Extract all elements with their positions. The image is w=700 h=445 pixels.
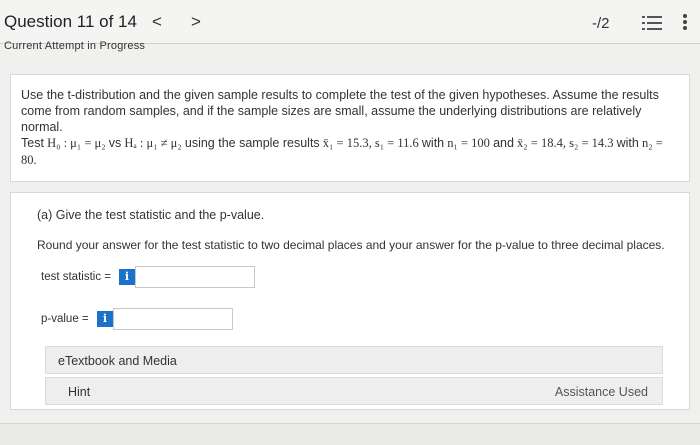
sample-size-1: n₁ = 100 xyxy=(447,136,490,150)
hint-button[interactable]: Hint xyxy=(68,385,91,399)
sample-mean-1: x̄₁ = 15.3 xyxy=(322,136,369,150)
test-prefix: Test xyxy=(21,136,44,150)
rounding-instruction: Round your answer for the test statistic to two decimal places and your answer for the p-value to three decimal places. xyxy=(37,238,665,252)
test-statistic-info-icon[interactable]: i xyxy=(119,269,135,285)
test-statistic-label: test statistic = xyxy=(41,271,111,283)
hypothesis-statement: Test H₀ : μ₁ = μ₂ vs Hₐ : μ₁ ≠ μ₂ using the sample results x̄₁ = 15.3, s₁ = 11.6 with n₁ = 100 and x̄₂ = 18.4, s₂ = 14.3 with n₂ = 80. xyxy=(21,136,663,167)
alternative-hypothesis: Hₐ : μ₁ ≠ μ₂ xyxy=(124,136,182,150)
and-text: and xyxy=(493,136,514,150)
sample-sd-1: s₁ = 11.6 xyxy=(374,136,419,150)
p-value-input[interactable] xyxy=(113,308,233,330)
question-panel xyxy=(10,74,690,182)
question-counter: Question 11 of 14 xyxy=(4,12,137,31)
using-text: using the sample results xyxy=(184,136,320,150)
question-list-icon[interactable] xyxy=(642,15,662,31)
score-display: -/2 xyxy=(592,15,610,32)
test-statistic-input[interactable] xyxy=(135,266,255,288)
next-question-button[interactable]: > xyxy=(191,12,201,31)
attempt-status: Current Attempt in Progress xyxy=(4,40,146,52)
sample-size-2: n₂ = 80. xyxy=(21,136,663,167)
p-value-label: p-value = xyxy=(41,313,89,325)
with-text-2: with xyxy=(616,136,639,150)
assistance-used-label: Assistance Used xyxy=(554,385,648,399)
part-a-title: (a) Give the test statistic and the p-value. xyxy=(37,208,265,222)
hint-bar[interactable] xyxy=(45,377,663,405)
previous-question-button[interactable]: < xyxy=(152,12,162,31)
etextbook-media-button[interactable]: eTextbook and Media xyxy=(45,346,663,374)
with-text: with xyxy=(421,136,445,150)
sample-mean-2: x̄₂ = 18.4 xyxy=(517,136,563,150)
null-hypothesis: H₀ : μ₁ = μ₂ xyxy=(47,136,106,150)
bottom-strip xyxy=(0,423,700,445)
question-text: Use the t-distribution and the given sample results to complete the test of the given hypotheses. Assume the results come from random samples, and if the sample sizes are small, assume the underlying distributions are relatively normal. xyxy=(21,88,659,134)
p-value-info-icon[interactable]: i xyxy=(97,311,113,327)
vs-text: vs xyxy=(108,136,122,150)
part-a-panel xyxy=(10,192,690,410)
sample-sd-2: s₂ = 14.3 xyxy=(569,136,614,150)
more-options-icon[interactable] xyxy=(682,13,688,31)
top-bar xyxy=(0,0,700,44)
